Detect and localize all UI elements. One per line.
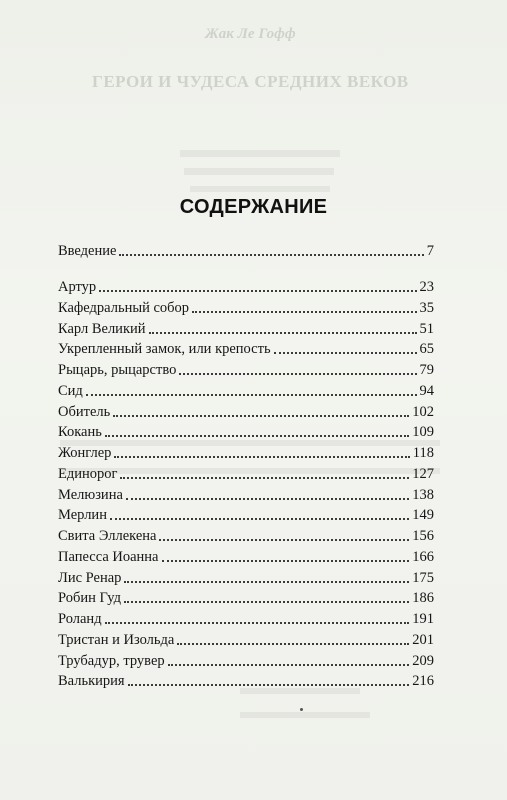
toc-entry-page: 65 bbox=[419, 341, 434, 358]
toc-entry bbox=[58, 651, 434, 671]
toc-leader-dots bbox=[149, 331, 417, 334]
toc-entry bbox=[58, 526, 434, 546]
toc-entry bbox=[58, 277, 434, 297]
toc-entry-intro bbox=[58, 241, 434, 261]
toc-entry bbox=[58, 505, 434, 525]
toc-entry-page: 94 bbox=[419, 382, 434, 399]
toc-entry bbox=[58, 609, 434, 629]
toc-leader-dots bbox=[192, 310, 416, 313]
toc-entry-page: 216 bbox=[412, 673, 434, 690]
toc-entry-title: Рыцарь, рыцарство bbox=[58, 362, 177, 378]
toc-leader-dots bbox=[274, 351, 417, 354]
toc-entry-page: 156 bbox=[412, 528, 434, 544]
toc-leader-dots bbox=[124, 580, 409, 583]
toc-entry bbox=[58, 485, 434, 505]
toc-entry bbox=[58, 298, 434, 318]
toc-leader-dots bbox=[162, 559, 410, 562]
toc-entry-page: 138 bbox=[412, 486, 434, 503]
toc-entry-title: Укрепленный замок, или крепость bbox=[58, 341, 271, 358]
toc-leader-dots bbox=[126, 497, 409, 500]
toc-leader-dots bbox=[128, 683, 410, 686]
toc-entry-page: 7 bbox=[426, 243, 434, 259]
toc-entry bbox=[58, 671, 434, 691]
toc-entry bbox=[58, 339, 434, 359]
toc-entry-title: Единорог bbox=[58, 465, 118, 482]
toc-entry-title: Мелюзина bbox=[58, 486, 123, 503]
toc-leader-dots bbox=[86, 393, 417, 396]
toc-entry-page: 175 bbox=[412, 569, 434, 586]
toc-leader-dots bbox=[179, 372, 416, 375]
toc-entry-page: 23 bbox=[419, 279, 434, 295]
toc-entry-page: 109 bbox=[412, 424, 434, 441]
toc-entry-title: Роланд bbox=[58, 611, 102, 627]
toc-entry-page: 166 bbox=[412, 548, 434, 565]
toc-entry-title: Лис Ренар bbox=[58, 569, 122, 586]
toc-entry bbox=[58, 443, 434, 463]
toc-entry-page: 191 bbox=[412, 611, 434, 627]
toc-entry-title: Сид bbox=[58, 382, 83, 399]
toc-leader-dots bbox=[159, 538, 409, 541]
toc-entry-title: Введение bbox=[58, 243, 117, 259]
toc-entry bbox=[58, 360, 434, 380]
toc-entry bbox=[58, 547, 434, 567]
toc-leader-dots bbox=[99, 289, 416, 292]
toc-entry bbox=[58, 630, 434, 650]
toc-entry bbox=[58, 319, 434, 339]
toc-entry bbox=[58, 422, 434, 442]
toc-entry-page: 127 bbox=[412, 465, 434, 482]
toc-entry bbox=[58, 381, 434, 401]
toc-entry-page: 149 bbox=[412, 507, 434, 524]
toc-leader-dots bbox=[105, 434, 409, 437]
toc-entry-page: 201 bbox=[412, 631, 434, 648]
page-speck bbox=[300, 708, 303, 711]
toc-entry-page: 35 bbox=[419, 299, 434, 316]
toc-entry-title: Трубадур, трувер bbox=[58, 652, 165, 669]
bleed-through-author: Жак Ле Гофф bbox=[205, 26, 296, 42]
toc-entry-page: 118 bbox=[412, 445, 434, 461]
toc-leader-dots bbox=[105, 621, 410, 624]
toc-leader-dots bbox=[110, 517, 409, 520]
toc-entry-title: Робин Гуд bbox=[58, 590, 122, 607]
toc-entry-title: Жонглер bbox=[58, 445, 112, 461]
toc-entry-title: Карл Великий bbox=[58, 320, 146, 337]
toc-entry-page: 102 bbox=[412, 403, 434, 420]
toc-entry bbox=[58, 464, 434, 484]
toc-entry-title: Мерлин bbox=[58, 507, 107, 524]
toc-entry-page: 186 bbox=[412, 590, 434, 607]
toc-leader-dots bbox=[124, 600, 409, 603]
bleed-through-line bbox=[240, 712, 370, 718]
toc-entry bbox=[58, 588, 434, 608]
toc-entry-page: 209 bbox=[412, 652, 434, 669]
toc-entry-title: Кокань bbox=[58, 424, 102, 441]
toc-entry-title: Тристан и Изольда bbox=[58, 631, 175, 648]
bleed-through-line bbox=[190, 186, 330, 192]
toc-leader-dots bbox=[119, 253, 423, 256]
toc-entry bbox=[58, 568, 434, 588]
toc-entry-title: Свита Эллекена bbox=[58, 528, 157, 544]
toc-entry-title: Артур bbox=[58, 279, 97, 295]
toc-entry-title: Валькирия bbox=[58, 673, 125, 690]
bleed-through-line bbox=[184, 168, 334, 175]
toc-leader-dots bbox=[120, 476, 409, 479]
toc-entry-title: Обитель bbox=[58, 403, 111, 420]
toc-leader-dots bbox=[177, 642, 409, 645]
toc-leader-dots bbox=[168, 663, 410, 666]
bleed-through-line bbox=[180, 150, 340, 157]
toc-entry-page: 79 bbox=[419, 362, 434, 378]
toc-entry-title: Кафедральный собор bbox=[58, 299, 190, 316]
page-title: СОДЕРЖАНИЕ bbox=[179, 196, 328, 218]
toc-leader-dots bbox=[113, 414, 409, 417]
toc-leader-dots bbox=[114, 455, 409, 458]
toc-entry bbox=[58, 402, 434, 422]
toc-entry-page: 51 bbox=[419, 320, 434, 337]
toc-entry-title: Папесса Иоанна bbox=[58, 548, 159, 565]
bleed-through-title: ГЕРОИ И ЧУДЕСА СРЕДНИХ ВЕКОВ bbox=[92, 72, 409, 91]
